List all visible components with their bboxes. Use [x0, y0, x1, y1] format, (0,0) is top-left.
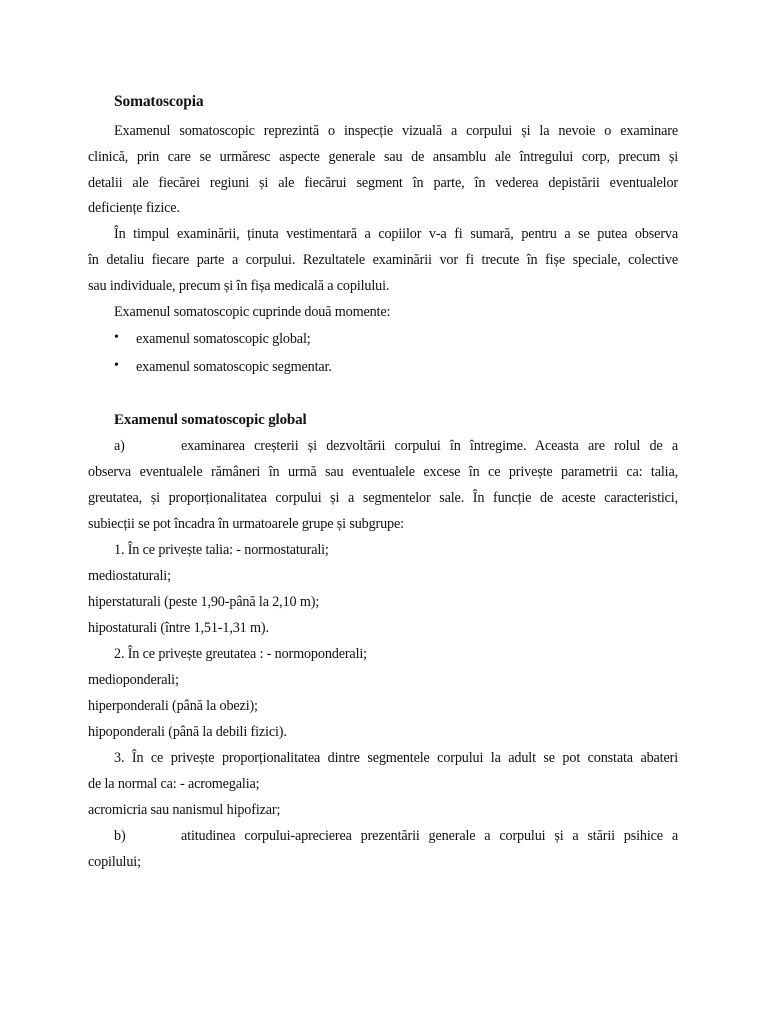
- bullet-icon: •: [114, 358, 119, 373]
- paragraph-line: subiecții se pot încadra în urmatoarele grupe și subgrupe:: [88, 516, 404, 532]
- bullet-icon: •: [114, 330, 119, 345]
- section-title: Examenul somatoscopic global: [114, 412, 307, 428]
- paragraph-line: atitudinea corpului-aprecierea prezentării generale a corpului și a stării psihice a: [181, 828, 678, 844]
- paragraph-line: Examenul somatoscopic reprezintă o inspecție vizuală a corpului și la nevoie o examinare: [114, 123, 678, 139]
- paragraph-line: deficiențe fizice.: [88, 200, 180, 216]
- paragraph-line: acromicria sau nanismul hipofizar;: [88, 802, 281, 818]
- paragraph-line: examinarea creșterii și dezvoltării corpului în întregime. Aceasta are rolul de a: [181, 438, 678, 454]
- paragraph-line: medioponderali;: [88, 672, 179, 688]
- paragraph-line: 1. În ce privește talia: - normostaturali;: [114, 542, 329, 558]
- item-label: b): [114, 828, 126, 844]
- paragraph-line: detalii ale fiecărei regiuni și ale fiecărui segment în parte, în vederea depistării eventualelor: [88, 175, 678, 191]
- bullet-item: examenul somatoscopic segmentar.: [136, 359, 332, 375]
- paragraph-line: 3. În ce privește proporționalitatea dintre segmentele corpului la adult se pot constata abateri: [114, 750, 678, 766]
- paragraph-line: Examenul somatoscopic cuprinde două momente:: [114, 304, 391, 320]
- paragraph-line: observa eventualele rămâneri în urmă sau eventualele excese în ce privește parametrii ca: talia,: [88, 464, 678, 480]
- bullet-item: examenul somatoscopic global;: [136, 331, 311, 347]
- paragraph-line: copilului;: [88, 854, 141, 870]
- paragraph-line: greutatea, și proporționalitatea corpului și a segmentelor sale. În funcție de aceste caracteristici,: [88, 490, 678, 506]
- paragraph-line: În timpul examinării, ținuta vestimentară a copiilor v-a fi sumară, pentru a se putea observa: [114, 226, 678, 242]
- paragraph-line: 2. În ce privește greutatea : - normoponderali;: [114, 646, 367, 662]
- paragraph-line: hipostaturali (între 1,51-1,31 m).: [88, 620, 269, 636]
- paragraph-line: în detaliu fiecare parte a corpului. Rezultatele examinării vor fi trecute în fișe speciale, colective: [88, 252, 678, 268]
- item-label: a): [114, 438, 125, 454]
- paragraph-line: hipoponderali (până la debili fizici).: [88, 724, 287, 740]
- paragraph-line: hiperstaturali (peste 1,90-până la 2,10 m);: [88, 594, 320, 610]
- paragraph-line: sau individuale, precum și în fișa medicală a copilului.: [88, 278, 390, 294]
- paragraph-line: de la normal ca: - acromegalia;: [88, 776, 260, 792]
- paragraph-line: hiperponderali (până la obezi);: [88, 698, 258, 714]
- document-title: Somatoscopia: [114, 93, 204, 110]
- paragraph-line: clinică, prin care se urmăresc aspecte generale sau de ansamblu ale întregului corp, precum și: [88, 149, 678, 165]
- paragraph-line: mediostaturali;: [88, 568, 171, 584]
